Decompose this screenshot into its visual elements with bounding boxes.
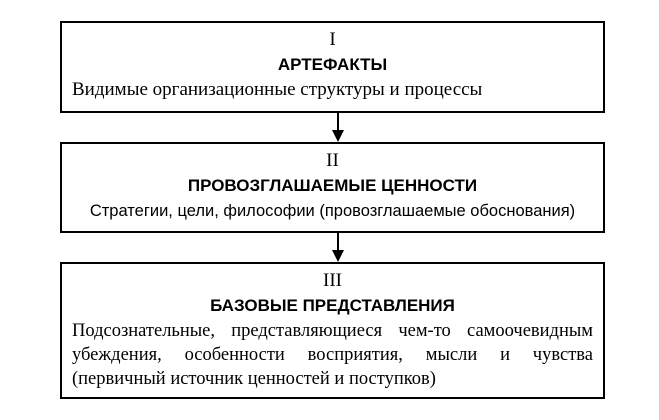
level-1-box — [60, 21, 605, 113]
level-2-numeral: II — [326, 150, 339, 171]
level-3-box — [60, 262, 605, 399]
level-1-description: Видимые организационные структуры и процессы — [72, 79, 483, 100]
level-1-title: АРТЕФАКТЫ — [277, 55, 388, 74]
level-1-numeral: I — [329, 29, 336, 50]
level-2-title: ПРОВОЗГЛАШАЕМЫЕ ЦЕННОСТИ — [187, 176, 478, 195]
arrow-down-icon — [331, 233, 345, 262]
level-3-title: БАЗОВЫЕ ПРЕДСТАВЛЕНИЯ — [210, 296, 455, 315]
level-2-box — [60, 142, 605, 233]
level-3-description: Подсознательные, представляющиеся чем-то самоочевидным убеждения, особенности восприятия, мысли и чувства (первичный источник ценностей и поступков) — [72, 321, 593, 389]
arrow-down-icon — [331, 113, 345, 142]
level-3-numeral: III — [323, 270, 342, 291]
level-2-description: Стратегии, цели, философии (провозглашаемые обоснования) — [89, 202, 576, 220]
